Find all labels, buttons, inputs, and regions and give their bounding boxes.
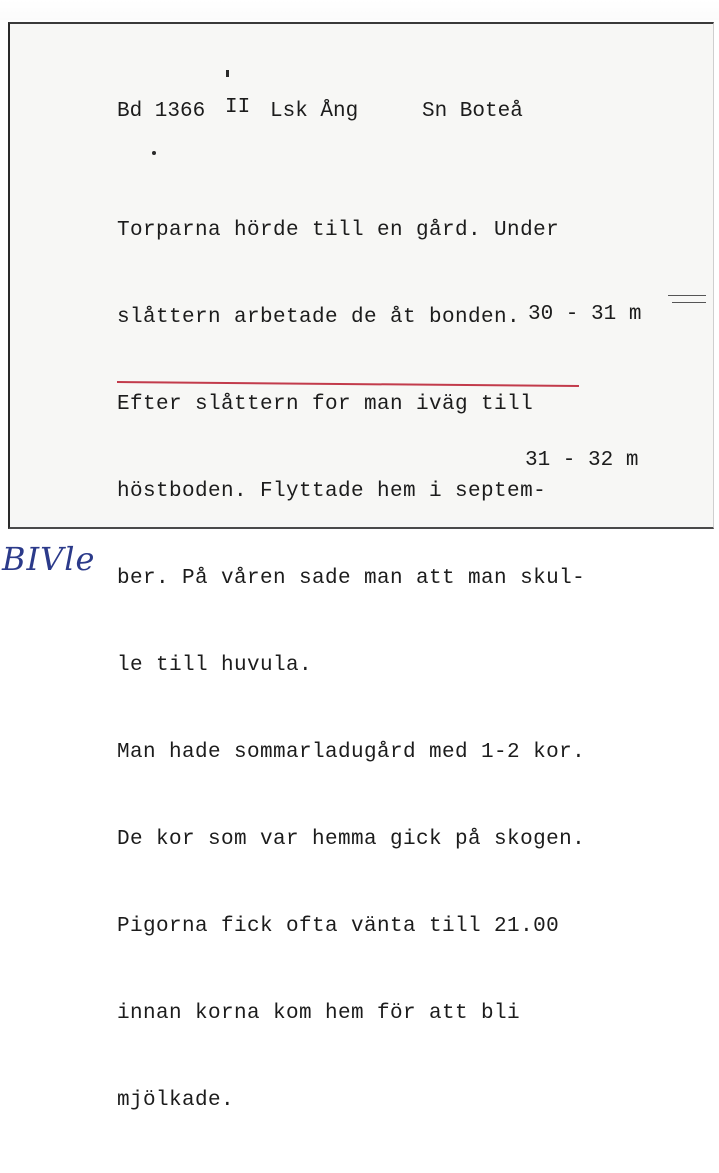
card-parish-abbrev: Lsk Ång xyxy=(270,100,359,123)
margin-dash-2 xyxy=(672,302,706,303)
text-line: Pigorna fick ofta vänta till 21.00 xyxy=(117,915,560,938)
text-line: slåttern arbetade de åt bonden. xyxy=(117,306,521,329)
margin-dash-1 xyxy=(668,295,706,296)
ink-dot xyxy=(152,151,156,155)
card-code: Bd 1366 xyxy=(117,100,206,123)
handwritten-archive-tag: BIVle xyxy=(2,540,96,578)
text-line: Efter slåttern for man iväg till xyxy=(117,393,534,416)
text-line: innan korna kom hem för att bli xyxy=(117,1002,521,1025)
text-line: mjölkade. xyxy=(117,1089,235,1112)
text-line: De kor som var hemma gick på skogen. xyxy=(117,828,586,851)
text-line: höstboden. Flyttade hem i septem- xyxy=(117,480,547,503)
text-line: Man hade sommarladugård med 1-2 kor. xyxy=(117,741,586,764)
text-line: le till huvula. xyxy=(117,654,313,677)
card-body-text xyxy=(117,158,585,1173)
ink-mark xyxy=(226,70,229,77)
scan-top-margin xyxy=(0,0,719,20)
card-place: Sn Boteå xyxy=(422,100,523,123)
text-line: ber. På våren sade man att man skul- xyxy=(117,567,586,590)
page-ref-2: 31 - 32 m xyxy=(525,449,639,472)
card-volume: II xyxy=(225,96,251,119)
text-line: Torparna hörde till en gård. Under xyxy=(117,219,560,242)
page-ref-1: 30 - 31 m xyxy=(528,303,642,326)
